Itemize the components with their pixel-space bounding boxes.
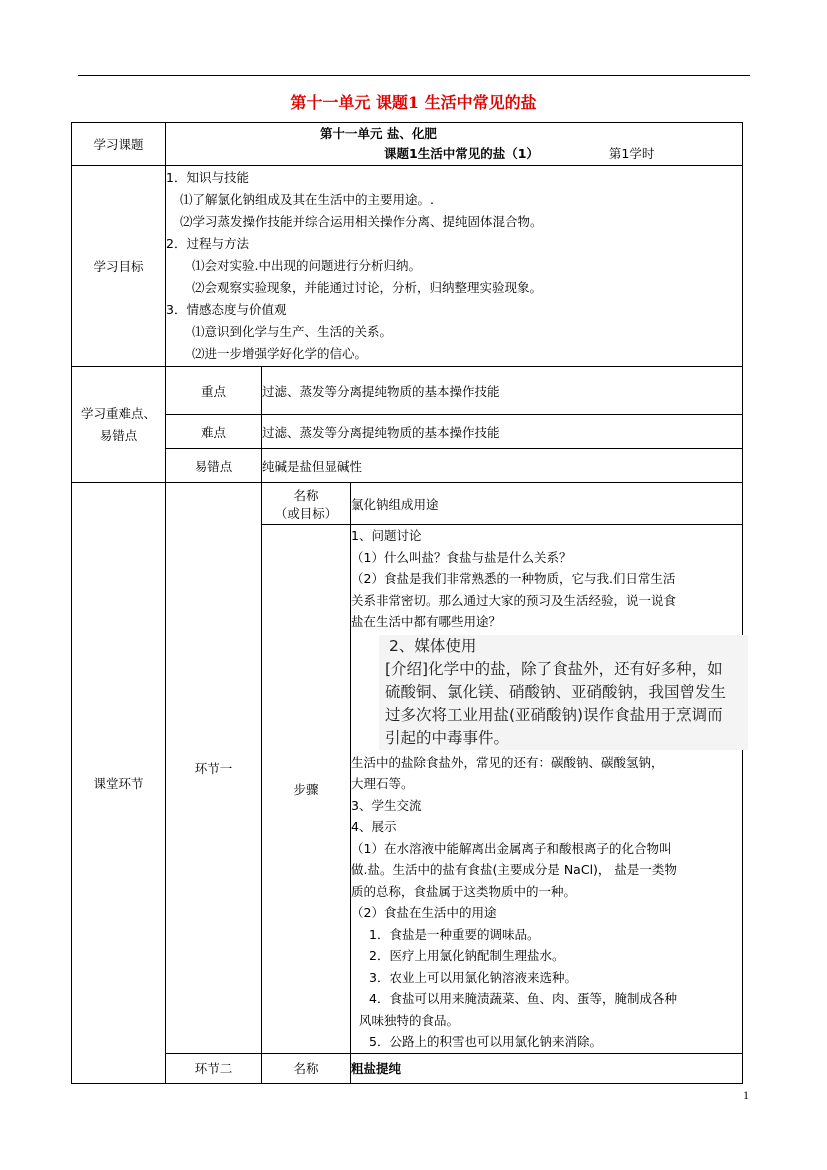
difficulties-label-line2: 易错点 (99, 427, 138, 443)
step-line: 1．食盐是一种重要的调味品。 (369, 926, 540, 942)
document-title: 第十一单元 课题1 生活中常见的盐 (290, 93, 537, 112)
objective-line: ⑴了解氯化钠组成及其在生活中的主要用途。. (180, 192, 434, 207)
objective-line: ⑵进一步增强学好化学的信心。 (192, 346, 368, 361)
step-line: 4、展示 (351, 819, 397, 834)
step-line: （1）什么叫盐？食盐与盐是什么关系？ (351, 549, 572, 565)
section1-name-row (72, 483, 743, 525)
error-prone-row (72, 449, 743, 483)
lesson-plan-table (71, 122, 743, 1084)
step-line: 生活中的盐除食盐外，常见的还有：碳酸钠、碳酸氢钠， (351, 754, 664, 770)
media-line: 过多次将工业用盐(亚硝酸钠)误作食盐用于烹调而 (385, 705, 723, 724)
step-line: 大理石等。 (351, 776, 414, 791)
media-line: 2、媒体使用 (389, 636, 477, 655)
lesson-title: 课题1生活中常见的盐（1） (384, 146, 539, 161)
section2-name-value: 粗盐提纯 (351, 1053, 743, 1083)
period-label: 第1学时 (608, 146, 655, 161)
section2-name-label: 名称 (262, 1053, 351, 1083)
subject-row (72, 123, 743, 166)
media-line: [介绍]化学中的盐，除了食盐外，还有好多种，如 (385, 659, 723, 678)
header-rule (78, 75, 750, 76)
key-point-row (72, 367, 743, 415)
subject-cell (166, 123, 743, 166)
step-line: 3．农业上可以用氯化钠溶液来选种。 (369, 969, 577, 985)
step-line: 4．食盐可以用来腌渍蔬菜、鱼、肉、蛋等，腌制成各种 (369, 991, 677, 1006)
step-line: 2．医疗上用氯化钠配制生理盐水。 (369, 948, 565, 963)
objectives-row (72, 166, 743, 367)
page-number: 1 (743, 1088, 749, 1102)
section1-label: 环节一 (166, 483, 262, 1054)
objective-line: ⑵会观察实验现象，并能通过讨论，分析，归纳整理实验现象。 (192, 280, 543, 295)
difficulties-label (72, 367, 166, 483)
step-line: 做.盐。生活中的盐有食盐(主要成分是 NaCl)， 盐是一类物 (351, 862, 677, 877)
step-line: 5．公路上的积雪也可以用氯化钠来消除。 (369, 1034, 602, 1049)
error-prone-content: 纯碱是盐但显碱性 (262, 449, 743, 483)
key-point-content: 过滤、蒸发等分离提纯物质的基本操作技能 (262, 367, 743, 415)
objective-line: ⑴意识到化学与生产、生活的关系。 (192, 324, 393, 339)
difficult-point-content: 过滤、蒸发等分离提纯物质的基本操作技能 (262, 415, 743, 449)
unit-title: 第十一单元 盐、化肥 (320, 126, 437, 141)
classroom-label: 课堂环节 (72, 483, 166, 1084)
name-label-line2: （或目标） (274, 505, 338, 521)
section2-row (72, 1053, 743, 1083)
objective-line: 1．知识与技能 (166, 170, 249, 185)
step-line: （1）在水溶液中能解离出金属离子和酸根离子的化合物叫 (351, 840, 672, 856)
difficulties-label-line1: 学习重难点、 (80, 405, 156, 421)
media-excerpt-image (379, 635, 748, 750)
difficult-point-label: 难点 (166, 415, 262, 449)
step-line: 质的总称，食盐属于这类物质中的一种。 (351, 883, 577, 899)
objectives-content (166, 166, 743, 367)
section1-name-label (262, 483, 351, 525)
section1-name-value: 氯化钠组成用途 (351, 483, 743, 525)
name-label-line1: 名称 (293, 487, 319, 503)
step-line: 风味独特的食品。 (359, 1012, 460, 1028)
objective-line: ⑴会对实验.中出现的问题进行分析归纳。 (192, 258, 421, 273)
section1-steps-content (351, 525, 743, 1054)
subject-label: 学习课题 (72, 123, 166, 166)
key-point-label: 重点 (166, 367, 262, 415)
step-line: 1、问题讨论 (351, 528, 422, 543)
objective-line: 2．过程与方法 (166, 236, 249, 251)
step-line: 3、学生交流 (351, 797, 422, 813)
step-line: 关系非常密切。那么通过大家的预习及生活经验，说一说食 (351, 592, 677, 608)
objectives-label: 学习目标 (72, 166, 166, 367)
objective-line: 3．情感态度与价值观 (166, 302, 287, 317)
error-prone-label: 易错点 (166, 449, 262, 483)
media-line: 硫酸铜、氯化镁、硝酸钠、亚硝酸钠，我国曾发生 (385, 682, 727, 701)
media-line: 引起的中毒事件。 (385, 728, 510, 747)
objective-line: ⑵学习蒸发操作技能并综合运用相关操作分离、提纯固体混合物。 (180, 214, 543, 229)
difficult-point-row (72, 415, 743, 449)
step-line: （2）食盐在生活中的用途 (351, 905, 497, 920)
section1-steps-label: 步骤 (262, 525, 351, 1054)
section2-label: 环节二 (166, 1053, 262, 1083)
step-line: （2）食盐是我们非常熟悉的一种物质，它与我.们日常生活 (351, 571, 676, 586)
step-line: 盐在生活中都有哪些用途？ (351, 614, 502, 629)
